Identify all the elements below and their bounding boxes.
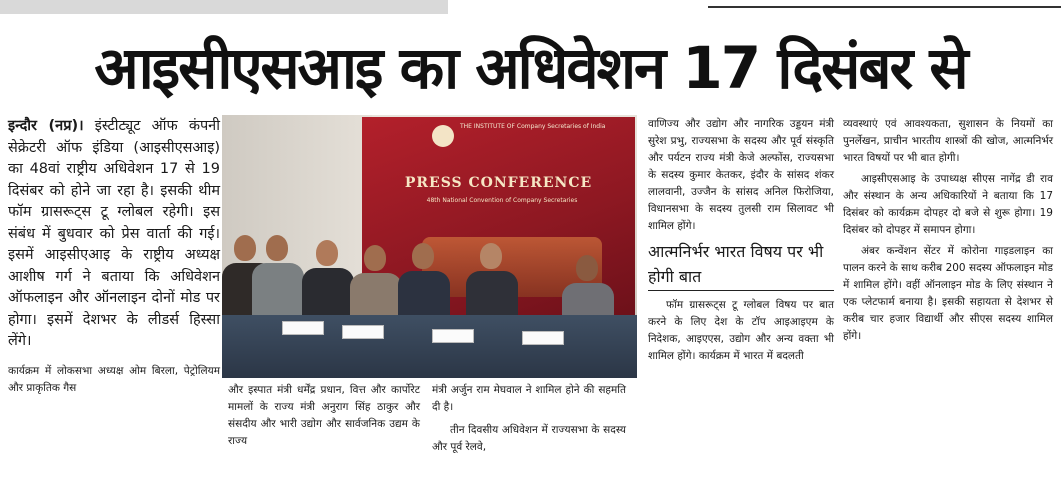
lead-text: इंस्टीट्यूट ऑफ कंपनी सेक्रेटरी ऑफ इंडिया (आइसीएसआइ) का 48वां राष्ट्रीय अधिवेशन 17 से 19 दिसंबर को होने जा रहा है। इसकी थीम फॉम ग्रासरूट्स टू ग्लोबल रहेगी। इस संबंध में बुधवार को प्रेस वार्ता की गई। इसमें आइसीएआइ के राष्ट्रीय अध्यक्ष आशीष गर्ग ने बताया कि अधिवेशन ऑफलाइन और ऑनलाइन दोनों मोड पर होगा। इसमें देशभर के लीडर्स हिस्सा लेंगे। — [8, 118, 220, 349]
body-paragraph: मंत्री अर्जुन राम मेघवाल ने शामिल होने की सहमति दी है। — [432, 384, 626, 413]
top-rule — [708, 6, 1061, 8]
body-paragraph: आइसीएसआइ के उपाध्यक्ष सीएस नागेंद्र डी राव और संस्थान के अन्य अधिकारियों ने बताया कि 17 दिसंबर को कार्यक्रम दोपहर दो बजे से शुरू होगा। 19 दिसंबर को दोपहर में समापन होगा। — [843, 173, 1053, 236]
banner-subtitle: 48th National Convention of Company Secretaries — [426, 197, 578, 204]
headline: आइसीएसआइ का अधिवेशन 17 दिसंबर से — [94, 34, 967, 102]
column-4 — [648, 116, 834, 365]
name-tent — [432, 329, 474, 343]
subheading: आत्मनिर्भर भारत विषय पर भी होगी बात — [648, 239, 834, 291]
body-paragraph: तीन दिवसीय अधिवेशन में राज्यसभा के सदस्य और पूर्व रेलवे, — [432, 424, 626, 453]
body-paragraph: अंबर कन्वेंशन सेंटर में कोरोना गाइडलाइन का पालन करने के साथ करीब 200 सदस्य ऑफलाइन मोड में शामिल होंगे। वहीं ऑनलाइन मोड के लिए संस्थान ने एक प्लेटफार्म बनाया है। इसकी सहायता से देशभर से करीब चार हजार विद्यार्थी और सीएस सदस्य शामिल होंगे। — [843, 245, 1053, 342]
icsi-logo-icon — [432, 125, 454, 147]
column-3 — [432, 382, 626, 456]
column-5 — [843, 116, 1053, 345]
name-tent — [522, 331, 564, 345]
name-tent — [282, 321, 324, 335]
previous-story-strip — [0, 0, 448, 14]
body-paragraph: कार्यक्रम में लोकसभा अध्यक्ष ओम बिरला, पेट्रोलियम और प्राकृतिक गैस — [8, 364, 220, 394]
body-paragraph: और इस्पात मंत्री धर्मेंद्र प्रधान, वित्त और कार्पोरेट मामलों के राज्य मंत्री अनुराग सिंह ठाकुर और संसदीय और भारी उद्योग और सार्वजनिक उद्यम के राज्य — [228, 384, 420, 447]
dateline: इन्दौर (नप्र)। — [8, 118, 84, 134]
name-tent — [342, 325, 384, 339]
banner-institute: THE INSTITUTE OF Company Secretaries of India — [460, 123, 606, 130]
lead-paragraph — [8, 116, 220, 353]
body-paragraph: व्यवस्थाएं एवं आवश्यकता, सुशासन के नियमों का पुनर्लेखन, प्राचीन भारतीय शास्त्रों की खोज, आत्मनिर्भर भारत विषयों पर भी बात होगी। — [843, 118, 1053, 164]
banner-title: PRESS CONFERENCE — [404, 175, 593, 191]
press-conference-photo — [222, 115, 637, 378]
column-2 — [228, 382, 420, 450]
body-paragraph: वाणिज्य और उद्योग और नागरिक उड्डयन मंत्री सुरेश प्रभु, राज्यसभा के सदस्य और पूर्व संस्कृति और पर्यटन राज्य मंत्री केजे अल्फोंस, राज्यसभा के सदस्य कुमार केतकर, इंदौर के सांसद शंकर लालवानी, उज्जैन के सांसद अनिल फिरोजिया, विधानसभा के सदस्य तुलसी राम सिलावट भी शामिल होंगे। — [648, 118, 834, 232]
body-paragraph: फॉम ग्रासरूट्स टू ग्लोबल विषय पर बात करने के लिए देश के टॉप आइआइएम के निदेशक, आइएएस, उद्योग और अन्य वक्ता भी शामिल होंगे। कार्यक्रम में भारत में बदलती — [648, 299, 834, 362]
column-1 — [8, 116, 220, 397]
conference-table — [222, 315, 637, 378]
